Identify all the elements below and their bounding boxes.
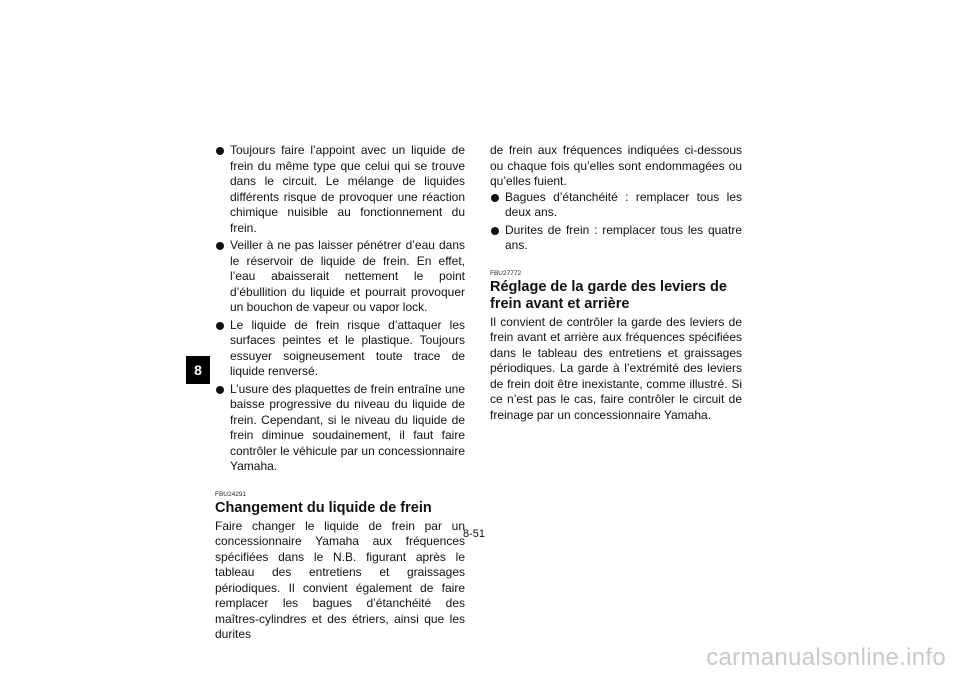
bullet-dot-icon <box>491 194 499 202</box>
right-column <box>490 143 742 423</box>
bullet-item <box>215 143 465 236</box>
bullet-item <box>215 382 465 475</box>
bullet-text: L’usure des plaquettes de frein entraîne une baisse progressive du niveau du liquide de frein. Cependant, si le niveau du liquide de frein diminue soudainement, il faut faire contrôler le véhicule par un concessionnaire Yamaha. <box>230 381 465 473</box>
bullet-dot-icon <box>216 322 224 330</box>
bullet-text: Durites de frein : remplacer tous les quatre ans. <box>505 222 742 252</box>
chapter-tab: 8 <box>186 356 210 384</box>
section-heading: Réglage de la garde des leviers de frein avant et arrière <box>490 278 727 312</box>
section-code: FBU27772 <box>490 269 522 277</box>
section-text: Il convient de contrôler la garde des leviers de frein avant et arrière aux fréquences spécifiées dans le tableau des entretiens et graissages périodiques. La garde à l’extrémité des leviers de frein doit être inexistante, comme illustré. Si ce n’est pas le cas, faire contrôler le circuit de freinage par un concessionnaire Yamaha. <box>490 314 742 422</box>
watermark: carmanualsonline.info <box>706 644 946 671</box>
bullet-item <box>215 238 465 316</box>
bullet-text: Veiller à ne pas laisser pénétrer d’eau dans le réservoir de liquide de frein. En effet, l’eau abaisserait nettement le point d’ébullition du liquide et pourrait provoquer un bouchon de vapeur ou vapor lock. <box>230 238 465 314</box>
bullet-dot-icon <box>216 386 224 394</box>
bullet-dot-icon <box>216 147 224 155</box>
bullet-item <box>215 318 465 380</box>
section-text: Faire changer le liquide de frein par un concessionnaire Yamaha aux fréquences spécifiées dans le N.B. figurant après le tableau des entretiens et graissages périodiques. Il convient également de faire remplacer les bagues d’étanchéité des maîtres-cylindres et des étriers, ainsi que les durites <box>215 518 465 641</box>
bullet-text: Bagues d’étanchéité : remplacer tous les deux ans. <box>505 189 742 219</box>
bullet-text: Toujours faire l’appoint avec un liquide de frein du même type que celui qui se trouve dans le circuit. Le mélange de liquides différents risque de provoquer une réaction chimique nuisible au fonctionnement du frein. <box>230 143 465 235</box>
left-column <box>215 143 465 643</box>
intro-text: de frein aux fréquences indiquées ci-dessous ou chaque fois qu’elles sont endommagées ou qu’elles fuient. <box>490 143 742 188</box>
bullet-text: Le liquide de frein risque d’attaquer les surfaces peintes et le plastique. Toujours essuyer soigneusement toute trace de liquide renversé. <box>230 317 465 378</box>
page-number: 8-51 <box>463 528 486 540</box>
bullet-dot-icon <box>491 227 499 235</box>
bullet-item <box>490 190 742 221</box>
bullet-item <box>490 223 742 254</box>
bullet-dot-icon <box>216 242 224 250</box>
section-code: FBU24291 <box>215 490 247 498</box>
section-heading: Changement du liquide de frein <box>215 499 432 516</box>
